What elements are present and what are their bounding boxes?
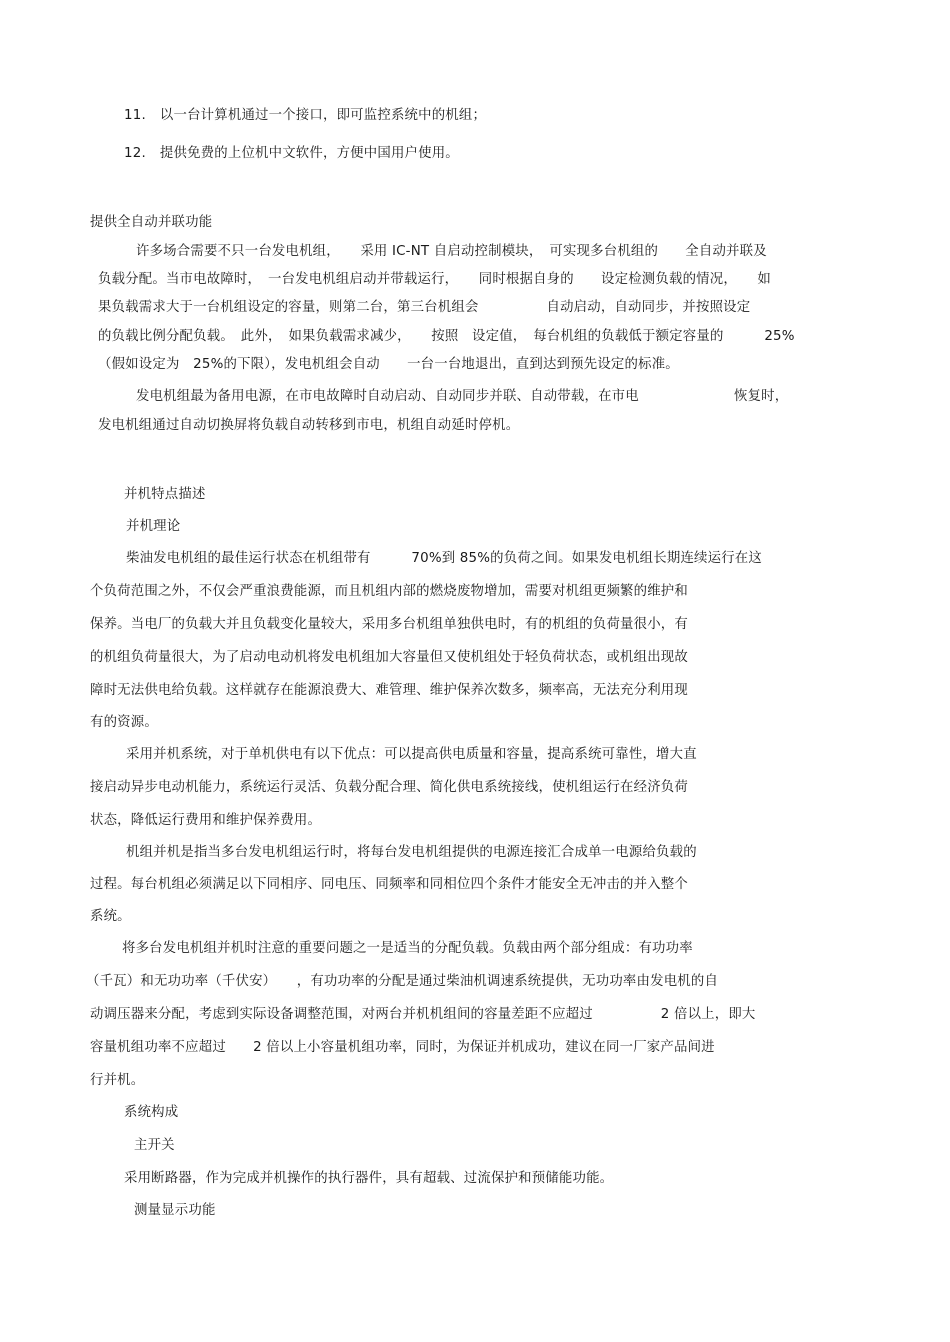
paragraph-line: 状态，降低运行费用和维护保养费用。 [90, 813, 322, 828]
list-number: 12. [124, 146, 146, 161]
paragraph-line: 的负载比例分配负载。 此外， 如果负载需求减少， 按照 设定值， 每台机组的负载低于额定容量的 25% [98, 329, 795, 344]
paragraph-line: （千瓦）和无功功率（千伏安） ，有功功率的分配是通过柴油机调速系统提供，无功功率由发电机的自 [86, 974, 719, 989]
paragraph-line: 动调压器来分配，考虑到实际设备调整范围，对两台并机机组间的容量差距不应超过 2 倍以上，即大 [90, 1007, 756, 1022]
paragraph-line: （假如设定为 25%的下限），发电机组会自动 一台一台地退出，直到达到预先设定的标准。 [98, 357, 679, 372]
list-item [124, 145, 459, 163]
paragraph-line: 保养。当电厂的负载大并且负载变化量较大，采用多台机组单独供电时，有的机组的负荷量很小，有 [90, 617, 688, 632]
paragraph-line: 机组并机是指当多台发电机组运行时，将每台发电机组提供的电源连接汇合成单一电源给负载的 [126, 845, 697, 860]
paragraph-line: 容量机组功率不应超过 2 倍以上小容量机组功率，同时，为保证并机成功，建议在同一厂家产品间进 [90, 1040, 715, 1055]
paragraph-line: 柴油发电机组的最佳运行状态在机组带有 70%到 85%的负荷之间。如果发电机组长期连续运行在这 [126, 551, 762, 566]
paragraph-line: 个负荷范围之外，不仅会严重浪费能源，而且机组内部的燃烧废物增加，需要对机组更频繁的维护和 [90, 584, 688, 599]
paragraph-line: 果负载需求大于一台机组设定的容量，则第二台，第三台机组会 自动启动，自动同步，并按照设定 [98, 300, 751, 315]
list-text: 以一台计算机通过一个接口，即可监控系统中的机组； [159, 108, 487, 123]
subheading-main-switch: 主开关 [134, 1138, 175, 1153]
paragraph-line: 负载分配。当市电故障时， 一台发电机组启动并带载运行， 同时根据自身的 设定检测负载的情况， 如 [98, 272, 772, 287]
list-text: 提供免费的上位机中文软件，方便中国用户使用。 [159, 146, 459, 161]
paragraph-line: 行并机。 [90, 1073, 145, 1088]
section-heading-system-composition: 系统构成 [124, 1105, 179, 1120]
section-heading-parallel-features: 并机特点描述 [124, 487, 206, 502]
paragraph-line: 许多场合需要不只一台发电机组， 采用 IC-NT 自启动控制模块， 可实现多台机组的 全自动并联及 [136, 244, 767, 259]
paragraph-line: 采用并机系统，对于单机供电有以下优点：可以提高供电质量和容量，提高系统可靠性，增大直 [126, 747, 697, 762]
paragraph-line: 障时无法供电给负载。这样就存在能源浪费大、难管理、维护保养次数多，频率高，无法充分利用现 [90, 683, 688, 698]
section-heading-parallel-function: 提供全自动并联功能 [90, 215, 213, 230]
paragraph-line: 接启动异步电动机能力，系统运行灵活、负载分配合理、简化供电系统接线，使机组运行在经济负荷 [90, 780, 688, 795]
list-item [124, 107, 486, 125]
paragraph-line: 采用断路器，作为完成并机操作的执行器件，具有超载、过流保护和预储能功能。 [124, 1171, 614, 1186]
subheading-parallel-theory: 并机理论 [126, 519, 181, 534]
list-number: 11. [124, 108, 146, 123]
paragraph-line: 有的资源。 [90, 715, 158, 730]
paragraph-line: 发电机组最为备用电源，在市电故障时自动启动、自动同步并联、自动带载，在市电 恢复时， [136, 389, 789, 404]
paragraph-line: 系统。 [90, 909, 131, 924]
subheading-measurement-display: 测量显示功能 [134, 1203, 216, 1218]
paragraph-line: 的机组负荷量很大，为了启动电动机将发电机组加大容量但又使机组处于轻负荷状态，或机组出现故 [90, 650, 688, 665]
paragraph-line: 过程。每台机组必须满足以下同相序、同电压、同频率和同相位四个条件才能安全无冲击的并入整个 [90, 877, 688, 892]
paragraph-line: 将多台发电机组并机时注意的重要问题之一是适当的分配负载。负载由两个部分组成：有功功率 [122, 941, 693, 956]
paragraph-line: 发电机组通过自动切换屏将负载自动转移到市电，机组自动延时停机。 [98, 418, 520, 433]
